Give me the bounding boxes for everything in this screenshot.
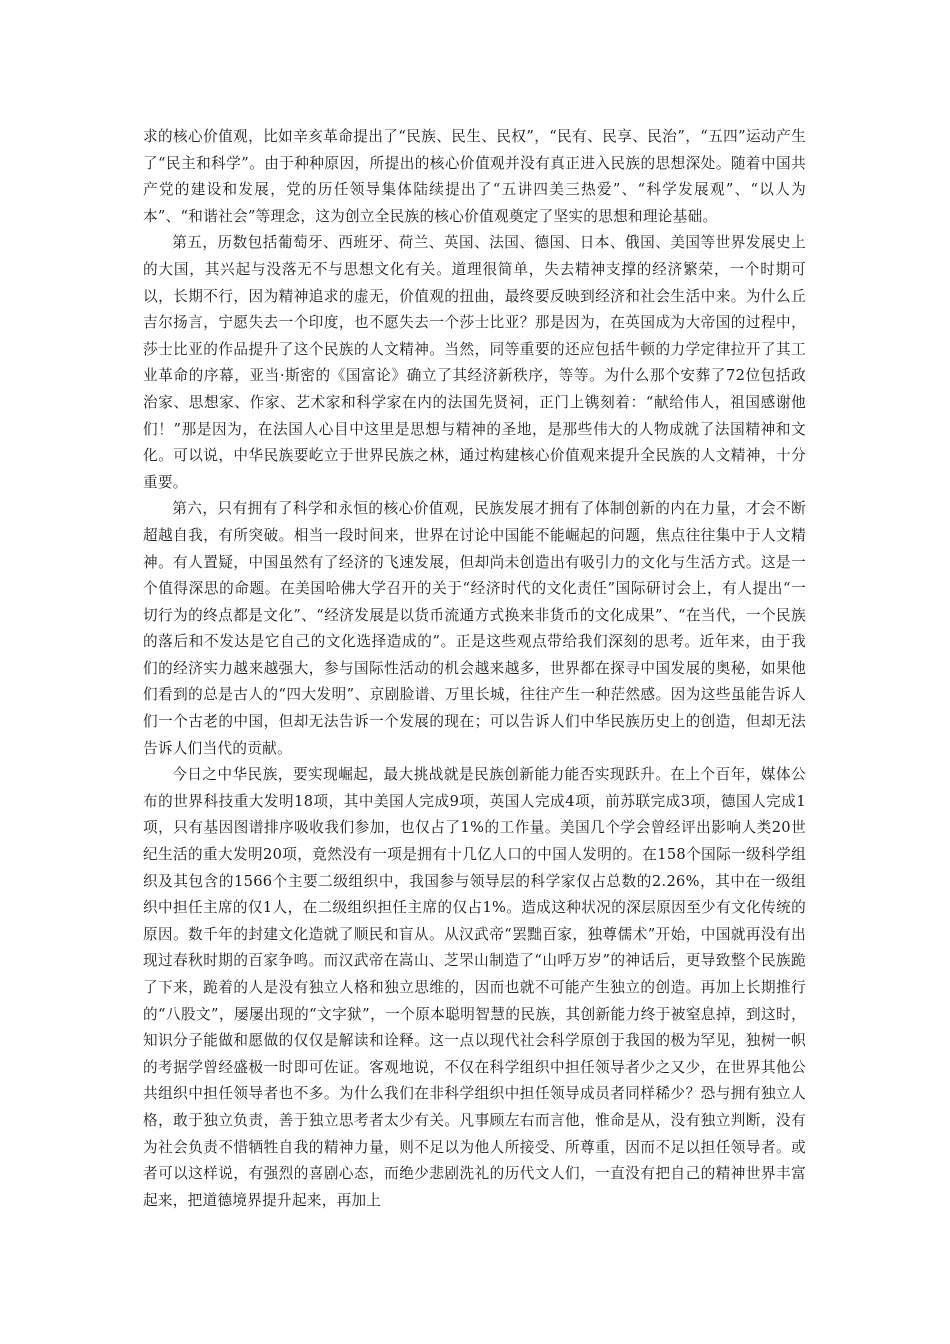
paragraph-innovation-challenge: 今日之中华民族，要实现崛起，最大挑战就是民族创新能力能否实现跃升。在上个百年，媒体公布的世界科技重大发明18项，其中美国人完成9项，英国人完成4项，前苏联完成3项，德国人完成1项，只有基因图谱排序吸收我们参加，也仅占了1%的工作量。美国几个学会曾经评出影响人类20世纪生活的重大发明20项，竟然没有一项是拥有十几亿人口的中国人发明的。在158个国际一级科学组织及其包含的1566个主要二级组织中，我国参与领导层的科学家仅占总数的2.26%，其中在一级组织中担任主席的仅1人，在二级组织担任主席的仅占1%。造成这种状况的深层原因至少有文化传统的原因。数千年的封建文化造就了顺民和盲从。从汉武帝“罢黜百家，独尊儒术”开始，中国就再没有出现过春秋时期的百家争鸣。而汉武帝在嵩山、芝罘山制造了“山呼万岁”的神话后，更导致整个民族跪了下来，跪着的人是没有独立人格和独立思维的，因而也就不可能产生独立的创造。再加上长期推行的“八股文”，屡屡出现的“文字狱”，一个原本聪明智慧的民族，其创新能力终于被窒息掉，到这时，知识分子能做和愿做的仅仅是解读和诠释。这一点以现代社会科学原创于我国的极为罕见，独树一帜的考据学曾经盛极一时即可佐证。客观地说，不仅在科学组织中担任领导者少之又少，在世界其他公共组织中担任领导者也不多。为什么我们在非科学组织中担任领导成员者同样稀少？恐与拥有独立人格，敢于独立负责，善于独立思考者太少有关。凡事顾左右而言他，惟命是从，没有独立判断，没有为社会负责不惜牺牲自我的精神力量，则不足以为他人所接受、所尊重，因而不足以担任领导者。或者可以这样说，有强烈的喜剧心态，而绝少悲剧洗礼的历代文人们，一直没有把自己的精神世界丰富起来，把道德境界提升起来，再加上 xyxy=(143,766,806,1209)
paragraph-sixth-point: 第六，只有拥有了科学和永恒的核心价值观，民族发展才拥有了体制创新的内在力量，才会不断超越自我，有所突破。相当一段时间来，世界在讨论中国能不能崛起的问题，焦点往往集中于人文精神。有人置疑，中国虽然有了经济的飞速发展，但却尚未创造出有吸引力的文化与生活方式。这是一个值得深思的命题。在美国哈佛大学召开的关于“经济时代的文化责任”国际研讨会上，有人提出“一切行为的终点都是文化”、“经济发展是以货币流通方式换来非货币的文化成果”、“在当代，一个民族的落后和不发达是它自己的文化选择造成的”。正是这些观点带给我们深刻的思考。近年来，由于我们的经济实力越来越强大，参与国际性活动的机会越来越多，世界都在探寻中国发展的奥秘，如果他们看到的总是古人的“四大发明”、京剧脸谱、万里长城，往往产生一种茫然感。因为这些虽能告诉人们一个古老的中国，但却无法告诉一个发展的现在；可以告诉人们中华民族历史上的创造，但却无法告诉人们当代的贡献。 xyxy=(143,500,806,757)
paragraph-fifth-point: 第五，历数包括葡萄牙、西班牙、荷兰、英国、法国、德国、日本、俄国、美国等世界发展史上的大国，其兴起与没落无不与思想文化有关。道理很简单，失去精神支撑的经济繁荣，一个时期可以，长期不行，因为精神追求的虚无，价值观的扭曲，最终要反映到经济和社会生活中来。为什么丘吉尔扬言，宁愿失去一个印度，也不愿失去一个莎士比亚？那是因为，在英国成为大帝国的过程中，莎士比亚的作品提升了这个民族的人文精神。当然，同等重要的还应包括牛顿的力学定律拉开了其工业革命的序幕，亚当·斯密的《国富论》确立了其经济新秩序，等等。为什么那个安葬了72位包括政治家、思想家、作家、艺术家和科学家在内的法国先贤祠，正门上镌刻着：“献给伟人，祖国感谢他们！”那是因为，在法国人心目中这里是思想与精神的圣地，是那些伟大的人物成就了法国精神和文化。可以说，中华民族要屹立于世界民族之林，通过构建核心价值观来提升全民族的人文精神，十分重要。 xyxy=(143,234,806,491)
document-body xyxy=(143,124,806,1214)
paragraph-core-values-history: 求的核心价值观，比如辛亥革命提出了“民族、民生、民权”，“民有、民享、民治”，“五四”运动产生了“民主和科学”。由于种种原因，所提出的核心价值观并没有真正进入民族的思想深处。随着中国共产党的建设和发展，党的历任领导集体陆续提出了“五讲四美三热爱”、“科学发展观”、“以人为本”、“和谐社会”等理念，这为创立全民族的核心价值观奠定了坚实的思想和理论基础。 xyxy=(143,128,806,225)
